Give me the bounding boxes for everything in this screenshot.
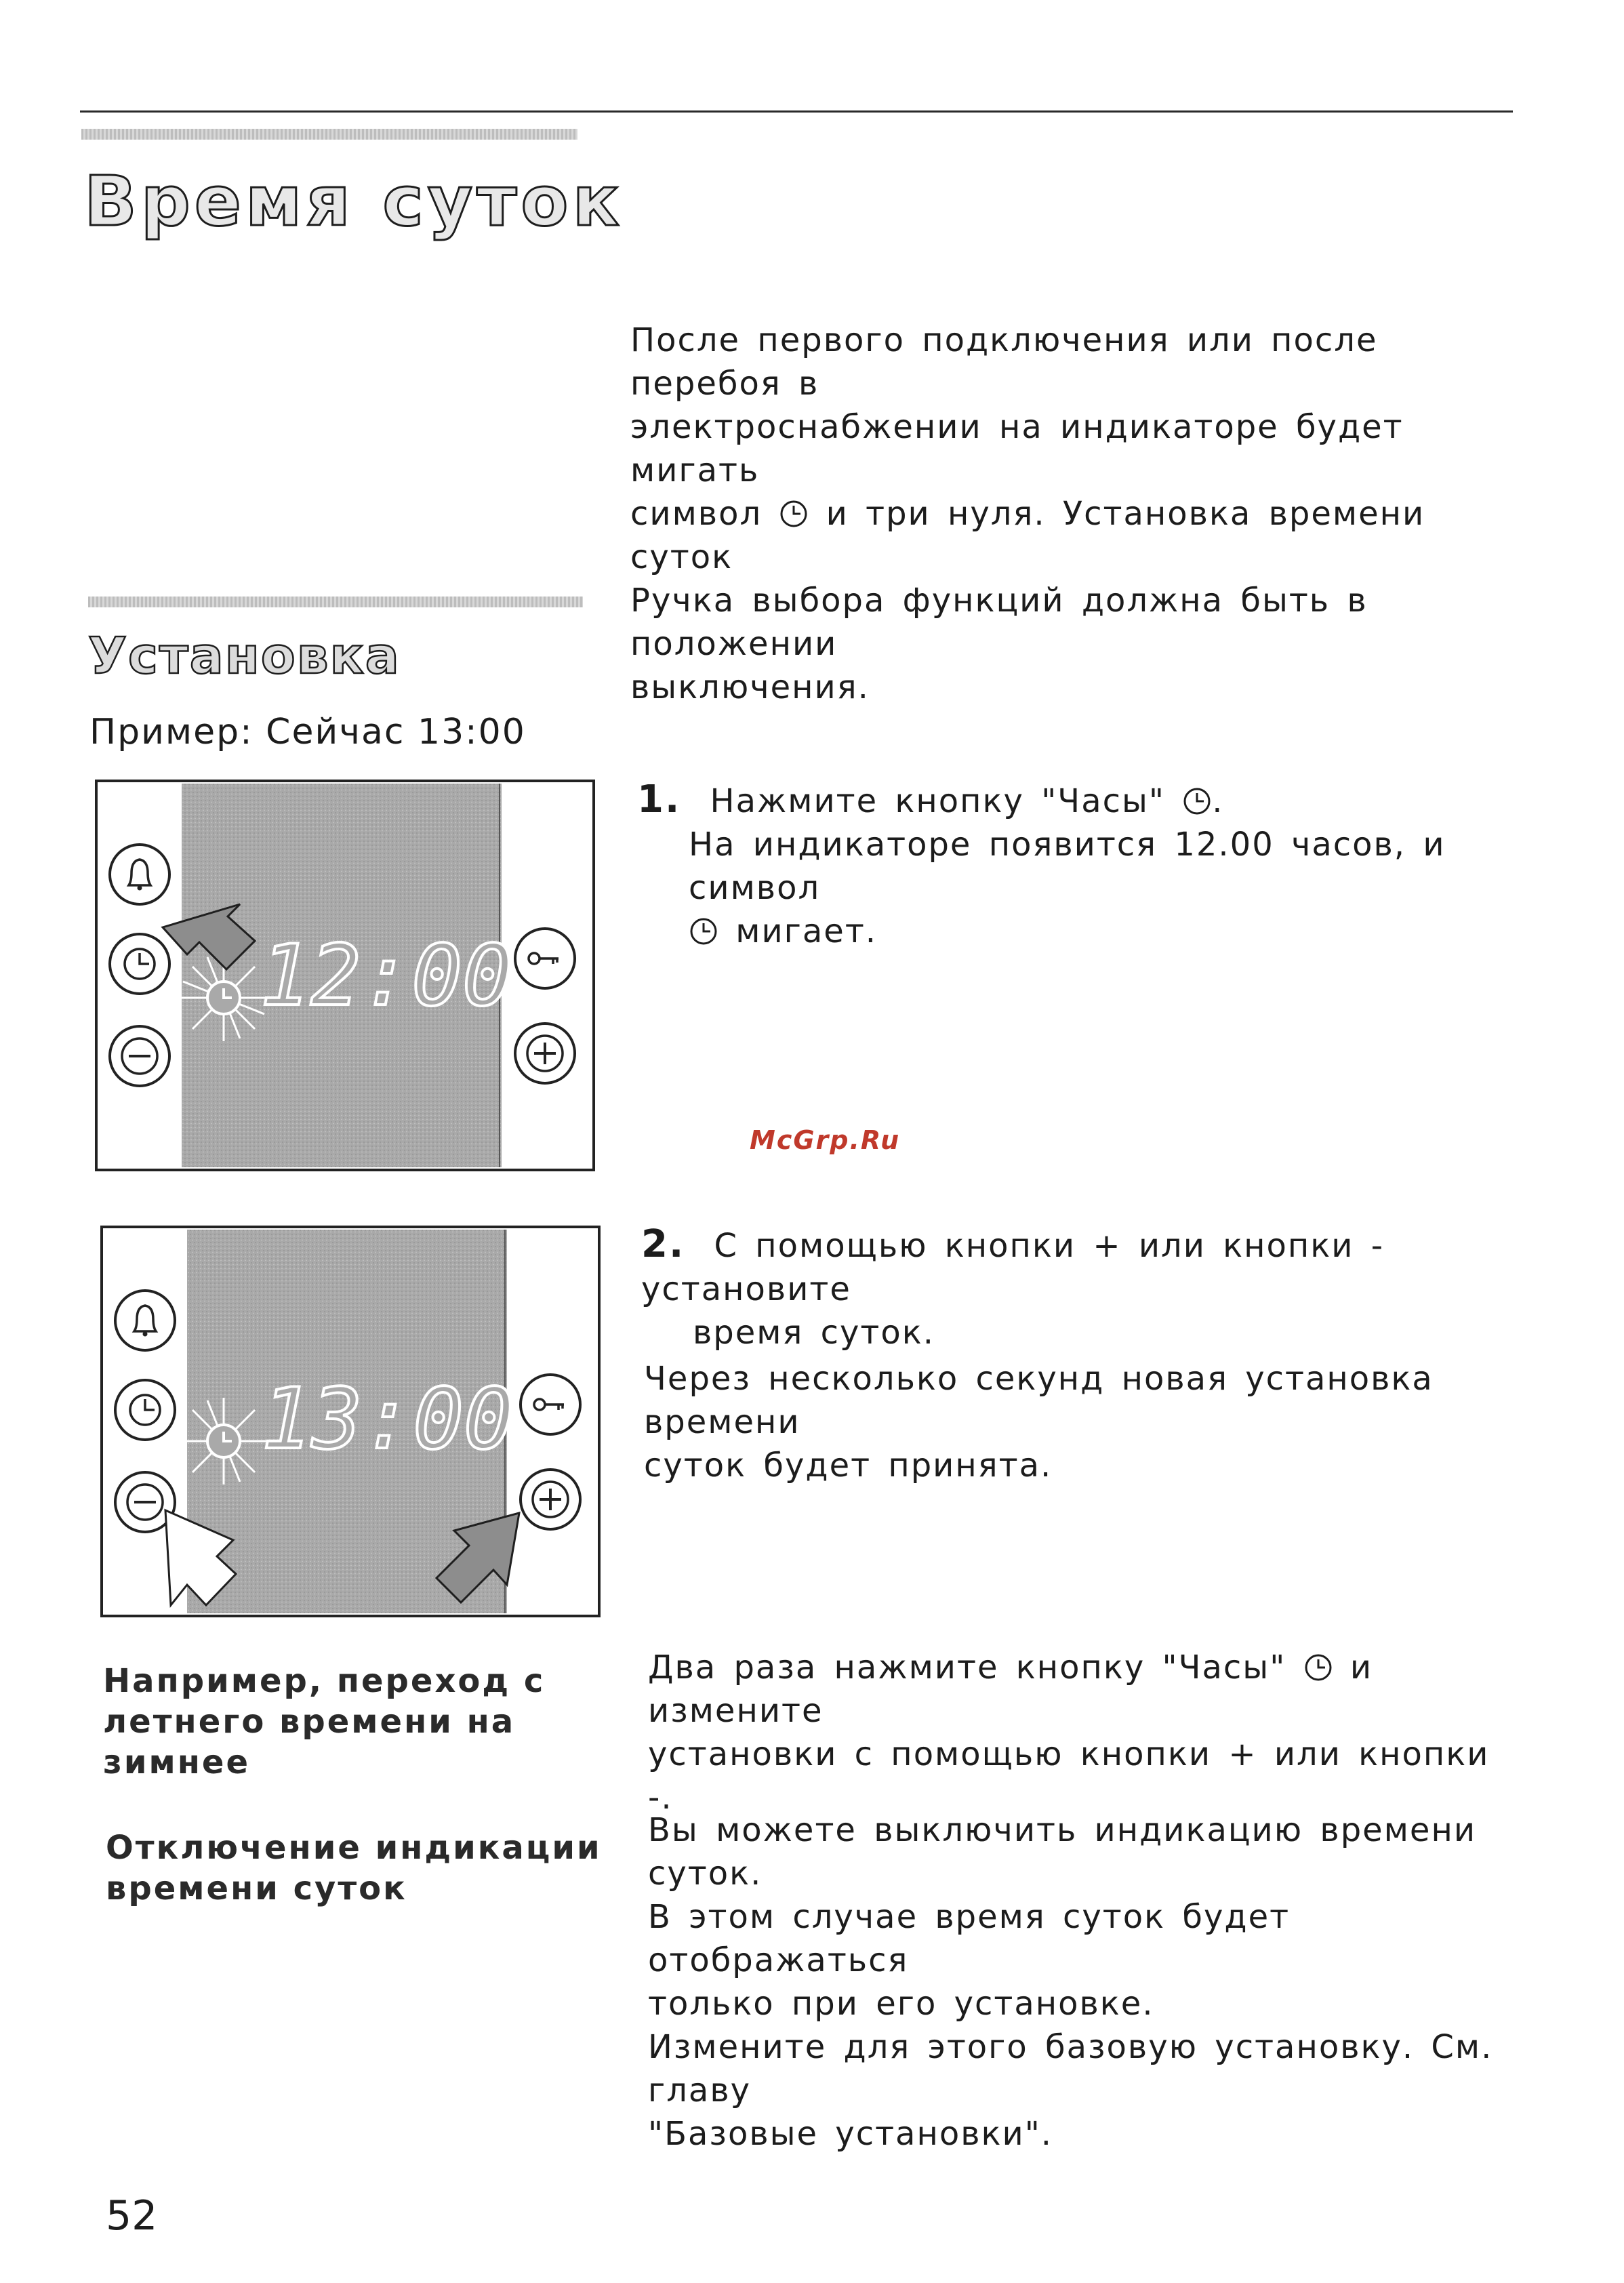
clock-icon [779, 499, 809, 529]
display-off-text: Вы можете выключить индикацию времени суток. В этом случае время суток будет отображаться только при его установке. Измените для этого базовую установку. См. главу "Базовые установки". [648, 1811, 1493, 2153]
clock-icon [1303, 1653, 1333, 1682]
winter-time-heading: Например, переход с летнего времени на зимнее [103, 1662, 546, 1781]
page-number: 52 [106, 2192, 158, 2240]
step-2: 2. С помощью кнопки + или кнопки - установите время суток. [641, 1222, 1385, 1352]
display-off-heading: Отключение индикации времени суток [106, 1829, 602, 1907]
bell-button[interactable] [115, 1291, 175, 1350]
step-1: 1. Нажмите кнопку "Часы" . На индикаторе появится 12.00 часов, и символ мигает. [637, 777, 1446, 950]
title-shade-bar [81, 129, 577, 140]
clock-button[interactable] [110, 934, 169, 994]
step-number: 2. [641, 1222, 685, 1266]
key-button[interactable] [521, 1375, 580, 1434]
example-text: Пример: Сейчас 13:00 [89, 712, 526, 752]
clock-icon [1182, 786, 1212, 816]
step-number: 1. [637, 777, 681, 822]
segment-display: 12:00 [260, 927, 513, 1025]
control-panel-2 [100, 1226, 602, 1619]
watermark: McGrp.Ru [750, 1125, 901, 1155]
minus-button[interactable] [110, 1026, 169, 1086]
section-title: Установка [88, 627, 401, 685]
clock-button[interactable] [115, 1380, 175, 1440]
confirmation-note: Через несколько секунд новая установка времени суток будет принята. [644, 1360, 1434, 1484]
blinking-clock-symbol [180, 1398, 267, 1484]
control-panel-1 [95, 780, 596, 1173]
clock-icon [689, 916, 718, 946]
plus-button[interactable] [515, 1024, 575, 1083]
intro-paragraph: После первого подключения или после перебоя в электроснабжении на индикаторе будет мигать символ и три нуля. Установка времени суток Ручка выбора функций должна быть в положении выключения. [630, 321, 1425, 706]
key-button[interactable] [515, 929, 575, 988]
top-rule [80, 110, 1513, 113]
plus-button[interactable] [521, 1470, 580, 1529]
winter-time-text: Два раза нажмите кнопку "Часы" и измените установки с помощью кнопки + или кнопки -. [648, 1649, 1490, 1817]
segment-display: 13:00 [261, 1371, 514, 1468]
bell-button[interactable] [110, 845, 169, 904]
page-title: Время суток [84, 161, 624, 242]
section-shade-bar [88, 597, 583, 607]
